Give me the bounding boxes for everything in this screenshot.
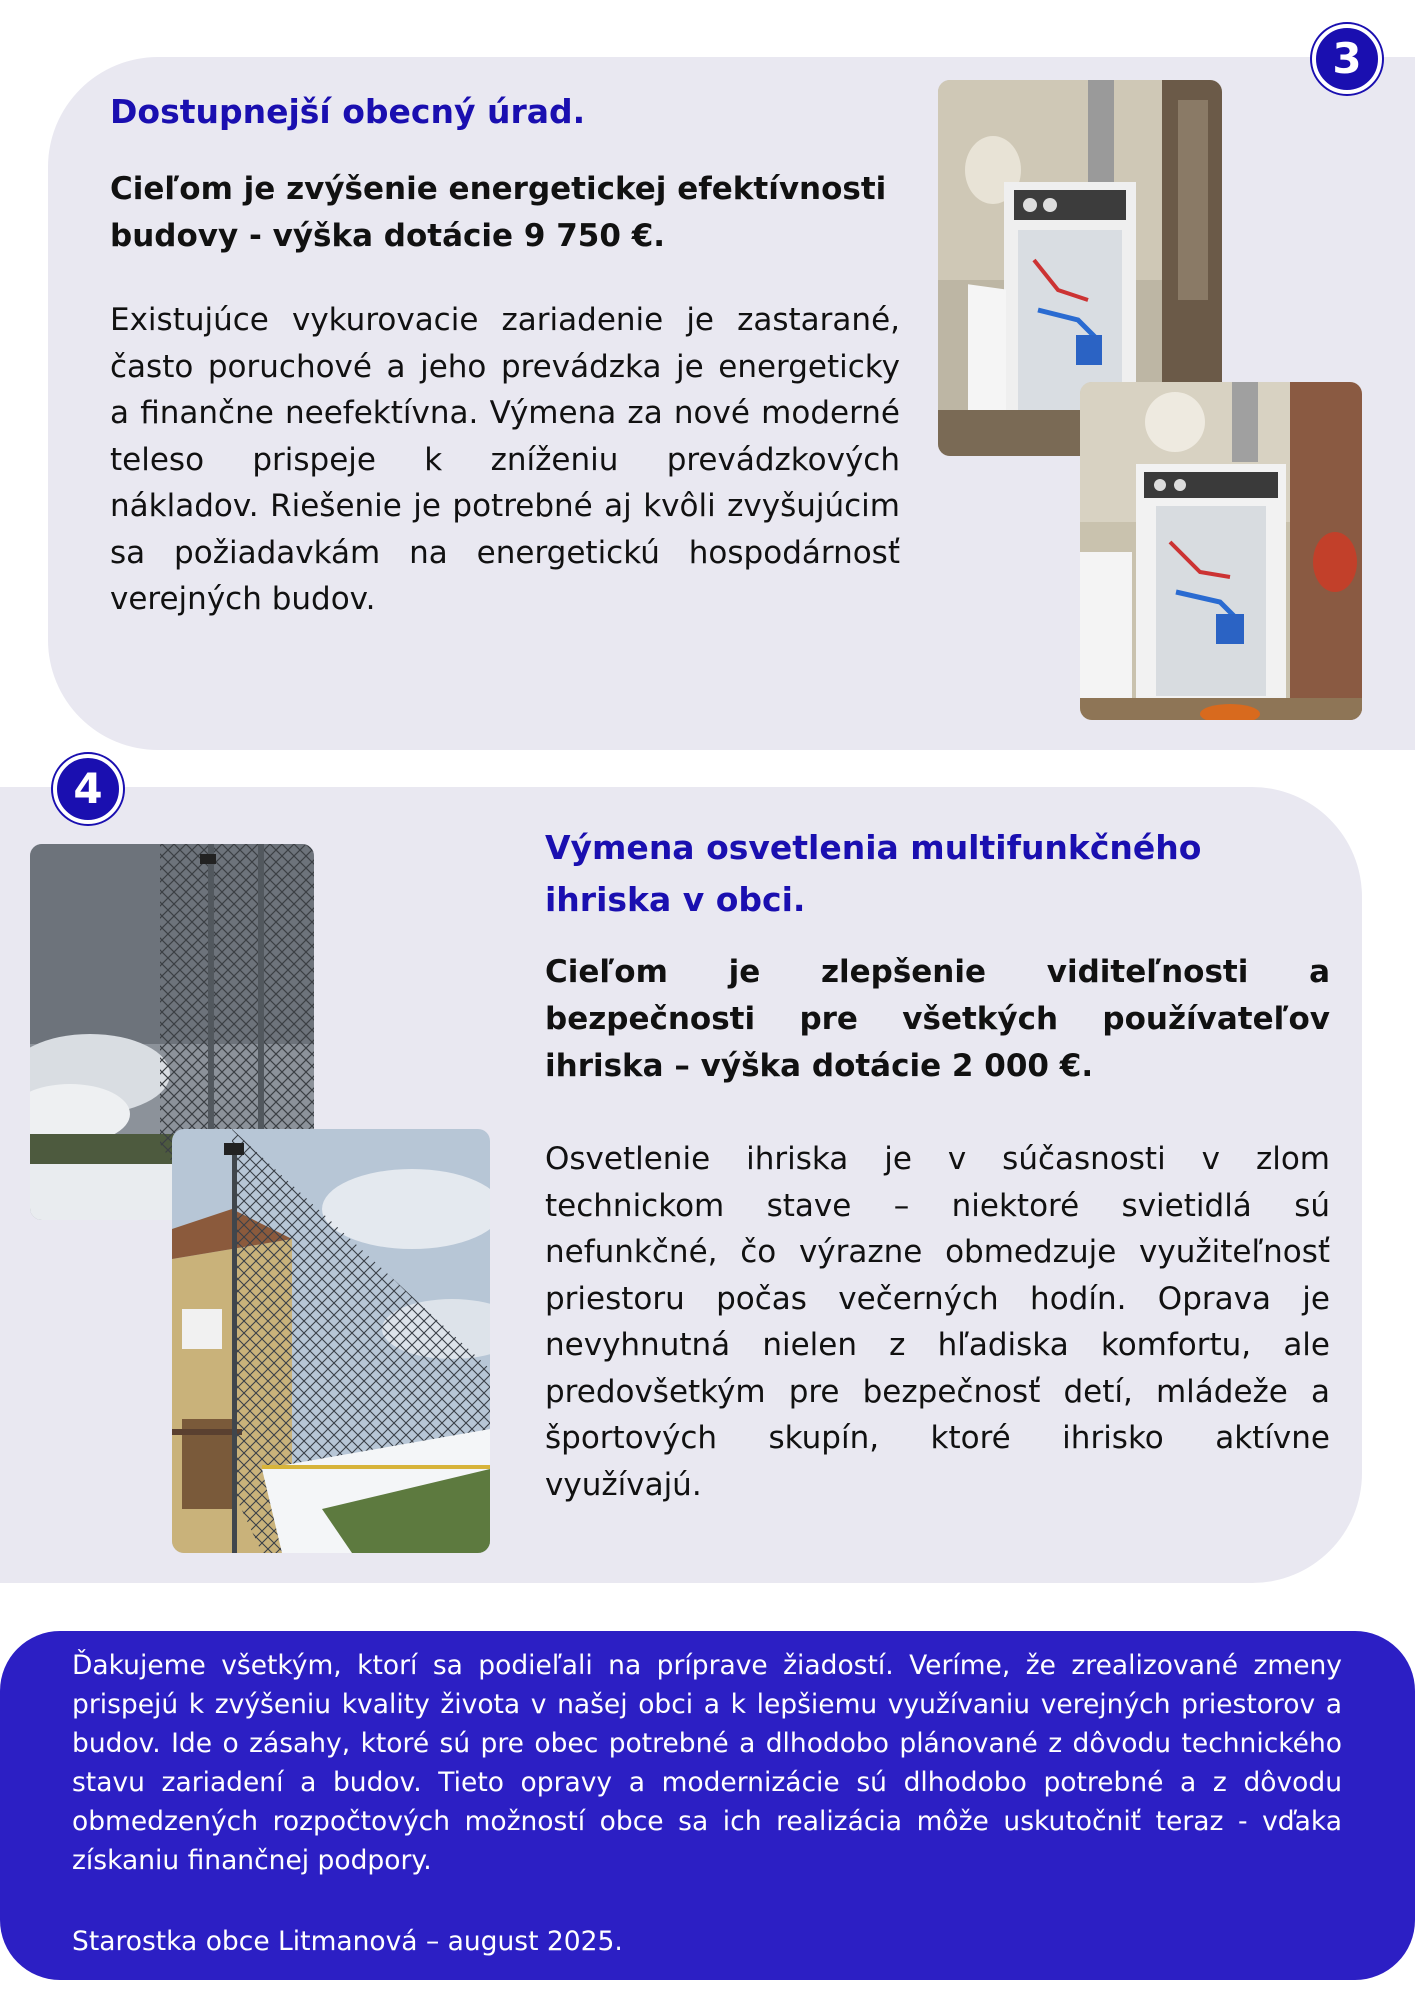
footer-thanks-text: Ďakujeme všetkým, ktorí sa podieľali na príprave žiadostí. Veríme, že zrealizované zmeny prispejú k zvýšeniu kvality života v našej obci a k lepšiemu využívaniu verejných priestorov a budov. Ide o zásahy, ktoré sú pre obec potrebné a dlhodobo plánované z dôvodu technického stavu zariadení a budov. Tieto opravy a modernizácie sú dlhodobo potrebné a z dôvodu obmedzených rozpočtových možností obce sa ich realizácia môže uskutočniť teraz - vďaka získaniu finančnej podpory.: [72, 1650, 1342, 1876]
project-4-title: Výmena osvetlenia multifunkčného ihriska v obci.: [545, 828, 1202, 919]
project-4-number-badge: 4: [53, 754, 123, 824]
footer-signature: Starostka obce Litmanová – august 2025.: [72, 1926, 623, 1957]
project-3-title: Dostupnejší obecný úrad.: [110, 92, 586, 131]
project-3-number-badge: 3: [1312, 24, 1382, 94]
boiler-photo-2: [1080, 382, 1362, 720]
project-3-body: Existujúce vykurovacie zariadenie je zastarané, často poruchové a jeho prevádzka je energeticky a finančne neefektívna. Výmena za nové moderné teleso prispeje k zníženiu prevádzkových nákladov. Riešenie je potrebné aj kvôli zvyšujúcim sa požiadavkám na energetickú hospodárnosť verejných budov.: [110, 302, 900, 617]
boiler-photo-2-image: [1080, 382, 1362, 720]
project-4-body: Osvetlenie ihriska je v súčasnosti v zlom technickom stave – niektoré svietidlá sú nefunkčné, čo výrazne obmedzuje využiteľnosť priestoru počas večerných hodín. Oprava je nevyhnutná nielen z hľadiska komfortu, ale predovšetkým pre bezpečnosť detí, mládeže a športových skupín, ktoré ihrisko aktívne využívajú.: [545, 1141, 1330, 1503]
playground-photo-2-image: [172, 1129, 490, 1553]
project-4-goal: Cieľom je zlepšenie viditeľnosti a bezpečnosti pre všetkých používateľov ihriska – výška dotácie 2 000 €.: [545, 954, 1330, 1084]
project-3-goal: Cieľom je zvýšenie energetickej efektívnosti budovy - výška dotácie 9 750 €.: [110, 171, 887, 254]
playground-photo-2: [172, 1129, 490, 1553]
